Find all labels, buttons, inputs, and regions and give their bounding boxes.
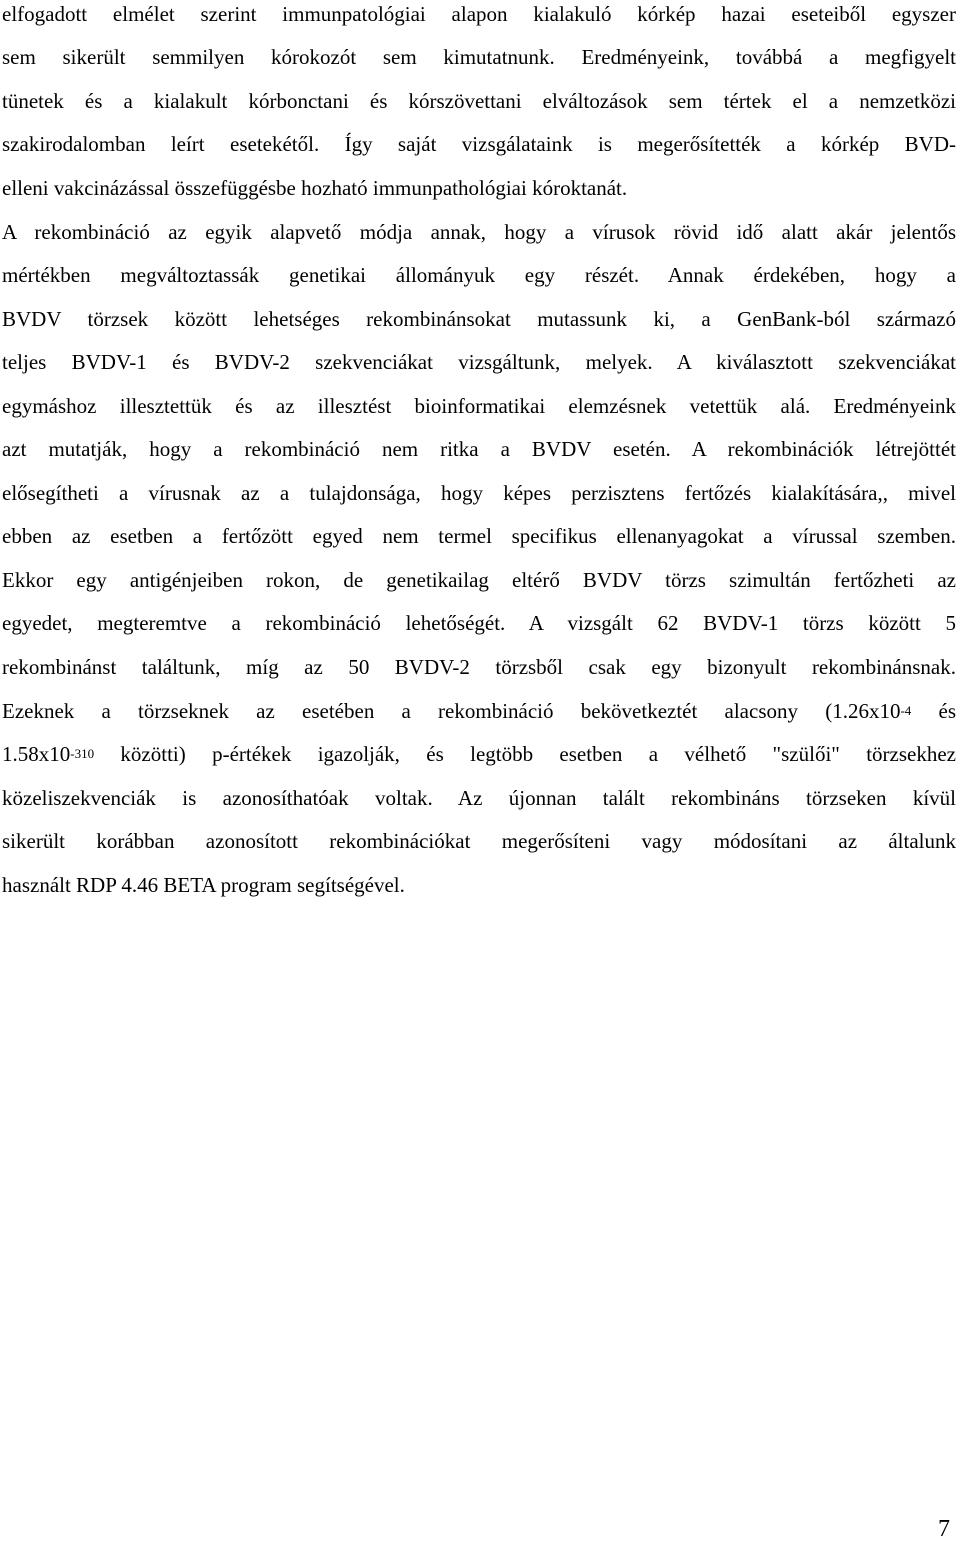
page-number: 7	[938, 1516, 950, 1542]
text-line: sikerült korábban azonosított rekombinációkat megerősíteni vagy módosítani az általunk	[2, 829, 956, 853]
text-line: rekombinánst találtunk, míg az 50 BVDV-2 törzsből csak egy bizonyult rekombinánsnak.	[2, 655, 956, 679]
text-line: elősegítheti a vírusnak az a tulajdonsága, hogy képes perzisztens fertőzés kialakítására,, mivel	[2, 481, 956, 505]
text-line: egymáshoz illesztettük és az illesztést bioinformatikai elemzésnek vetettük alá. Eredményeink	[2, 394, 956, 418]
text-line: használt RDP 4.46 BETA program segítségével.	[2, 873, 405, 897]
text-line: egyedet, megteremtve a rekombináció lehetőségét. A vizsgált 62 BVDV-1 törzs között 5	[2, 611, 956, 635]
text-line: A rekombináció az egyik alapvető módja annak, hogy a vírusok rövid idő alatt akár jelentős	[2, 220, 956, 244]
text-line: BVDV törzsek között lehetséges rekombinánsokat mutassunk ki, a GenBank-ból származó	[2, 307, 956, 331]
text-line: mértékben megváltoztassák genetikai állományuk egy részét. Annak érdekében, hogy a	[2, 263, 956, 287]
text-line: közeliszekvenciák is azonosíthatóak voltak. Az újonnan talált rekombináns törzseken kívül	[2, 786, 956, 810]
text-segment: és	[911, 699, 956, 723]
text-line: Ekkor egy antigénjeiben rokon, de genetikailag eltérő BVDV törzs szimultán fertőzheti az	[2, 568, 956, 592]
text-line-with-exponent	[2, 699, 956, 723]
exponent: -4	[900, 703, 912, 718]
text-line: teljes BVDV-1 és BVDV-2 szekvenciákat vizsgáltunk, melyek. A kiválasztott szekvenciákat	[2, 350, 956, 374]
text-segment: Ezeknek a törzseknek az esetében a rekombináció bekövetkeztét alacsony (1.26x10	[2, 699, 901, 723]
text-segment: közötti) p-értékek igazolják, és legtöbb esetben a vélhető "szülői" törzsekhez	[94, 742, 956, 766]
text-line: ebben az esetben a fertőzött egyed nem termel specifikus ellenanyagokat a vírussal szemben.	[2, 524, 956, 548]
exponent: -310	[70, 746, 95, 761]
text-segment: 1.58x10	[2, 742, 71, 766]
text-line-with-exponent	[2, 742, 956, 766]
text-line: elfogadott elmélet szerint immunpatológiai alapon kialakuló kórkép hazai eseteiből egyszer	[2, 2, 956, 26]
text-line: sem sikerült semmilyen kórokozót sem kimutatnunk. Eredményeink, továbbá a megfigyelt	[2, 45, 956, 69]
text-line: azt mutatják, hogy a rekombináció nem ritka a BVDV esetén. A rekombinációk létrejöttét	[2, 437, 956, 461]
text-line: elleni vakcinázással összefüggésbe hozható immunpathológiai kóroktanát.	[2, 176, 628, 200]
text-line: szakirodalomban leírt esetekétől. Így saját vizsgálataink is megerősítették a kórkép BVD-	[2, 132, 956, 156]
text-line: tünetek és a kialakult kórbonctani és kórszövettani elváltozások sem tértek el a nemzetközi	[2, 89, 956, 113]
